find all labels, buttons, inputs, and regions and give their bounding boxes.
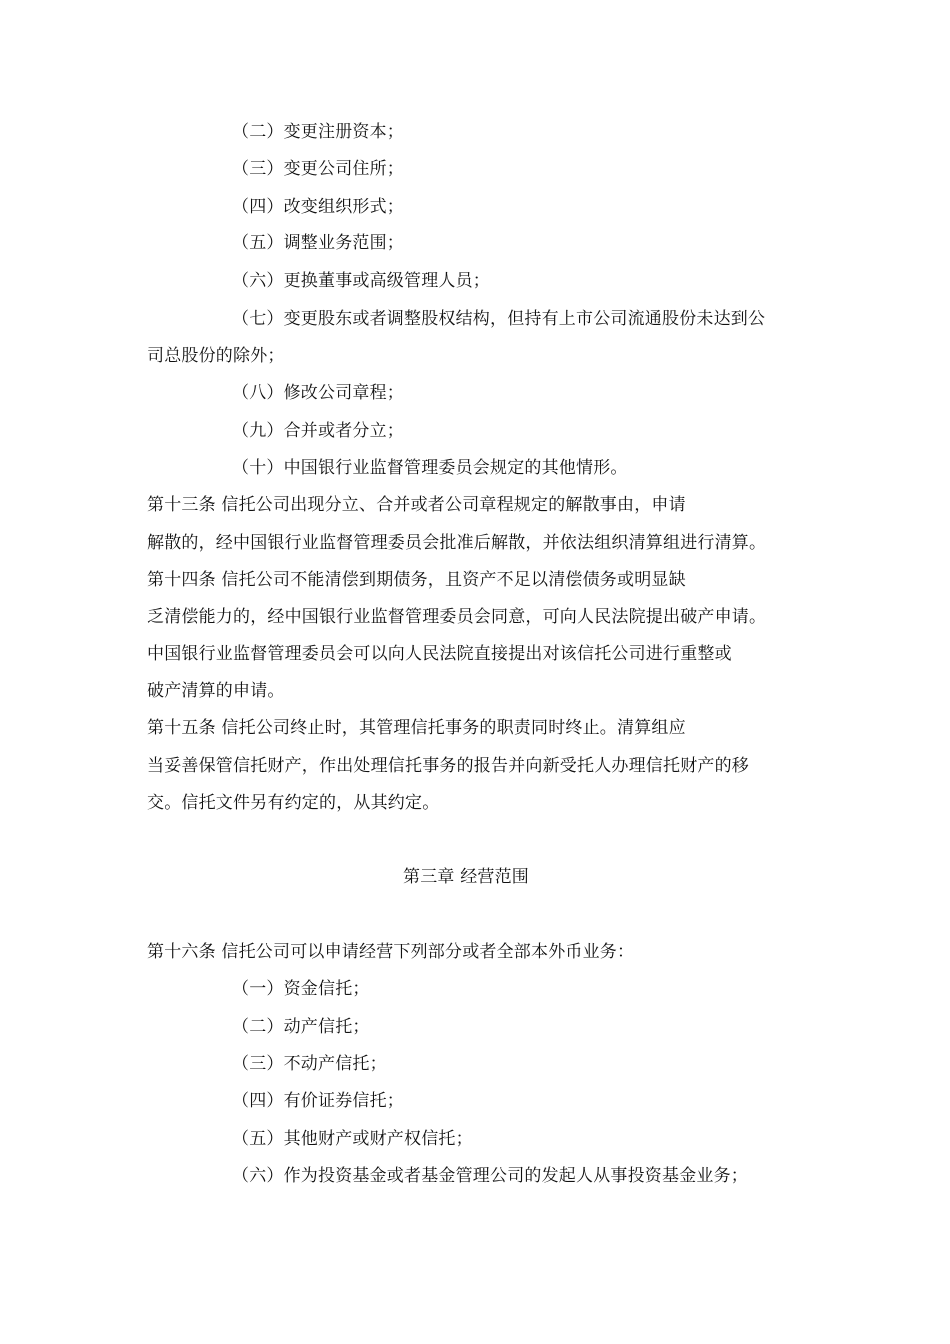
- clause-4-change-form: （四）改变组织形式；: [232, 197, 404, 217]
- clause-3-change-address: （三）变更公司住所；: [232, 159, 404, 179]
- article-16-heading: 第十六条 信托公司可以申请经营下列部分或者全部本外币业务：: [147, 942, 635, 962]
- business-1-fund-trust: （一）资金信托；: [232, 979, 370, 999]
- clause-10-other: （十）中国银行业监督管理委员会规定的其他情形。: [232, 458, 628, 478]
- article-15-body-2: 交。信托文件另有约定的，从其约定。: [147, 793, 440, 813]
- article-14-heading: 第十四条 信托公司不能清偿到期债务，且资产不足以清偿债务或明显缺: [147, 570, 686, 590]
- clause-2-change-capital: （二）变更注册资本；: [232, 122, 404, 142]
- chapter-3-title: 第三章 经营范围: [403, 867, 530, 887]
- article-14-body-2: 中国银行业监督管理委员会可以向人民法院直接提出对该信托公司进行重整或: [147, 644, 732, 664]
- clause-6-replace-directors: （六）更换董事或高级管理人员；: [232, 271, 490, 291]
- clause-8-amend-charter: （八）修改公司章程；: [232, 383, 404, 403]
- clause-5-adjust-scope: （五）调整业务范围；: [232, 233, 404, 253]
- article-13-heading: 第十三条 信托公司出现分立、合并或者公司章程规定的解散事由，申请: [147, 495, 686, 515]
- business-5-property-trust: （五）其他财产或财产权信托；: [232, 1129, 473, 1149]
- business-4-securities-trust: （四）有价证券信托；: [232, 1091, 404, 1111]
- business-3-real-estate-trust: （三）不动产信托；: [232, 1054, 387, 1074]
- article-13-body: 解散的，经中国银行业监督管理委员会批准后解散，并依法组织清算组进行清算。: [147, 533, 767, 553]
- clause-7-change-shareholders: （七）变更股东或者调整股权结构，但持有上市公司流通股份未达到公: [232, 309, 766, 329]
- business-6-investment-fund: （六）作为投资基金或者基金管理公司的发起人从事投资基金业务；: [232, 1166, 748, 1186]
- article-15-heading: 第十五条 信托公司终止时，其管理信托事务的职责同时终止。清算组应: [147, 718, 686, 738]
- business-2-movable-trust: （二）动产信托；: [232, 1017, 370, 1037]
- clause-9-merge-split: （九）合并或者分立；: [232, 421, 404, 441]
- article-15-body-1: 当妥善保管信托财产，作出处理信托事务的报告并向新受托人办理信托财产的移: [147, 756, 749, 776]
- article-14-body-3: 破产清算的申请。: [147, 681, 285, 701]
- clause-7-continued: 司总股份的除外；: [147, 346, 285, 366]
- article-14-body-1: 乏清偿能力的，经中国银行业监督管理委员会同意，可向人民法院提出破产申请。: [147, 607, 767, 627]
